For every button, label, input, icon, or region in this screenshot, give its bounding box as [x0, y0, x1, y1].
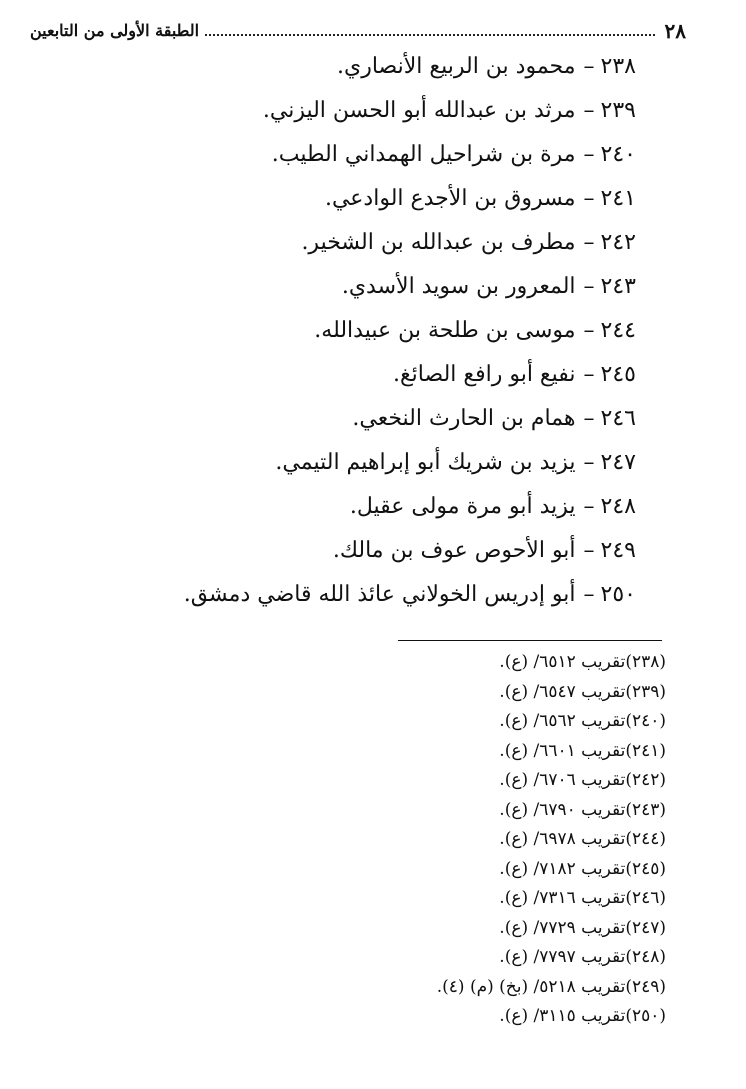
footnotes-list: [346, 648, 666, 1032]
list-item: [76, 309, 636, 353]
entry-name: يزيد بن شريك أبو إبراهيم التيمي.: [275, 450, 576, 475]
entry-number: ٢٤٩: [600, 538, 636, 563]
entry-name: موسى بن طلحة بن عبيدالله.: [314, 318, 576, 343]
page-number: ٢٨: [664, 19, 686, 43]
entry-name: مرة بن شراحيل الهمداني الطيب.: [271, 142, 576, 167]
entry-name: المعرور بن سويد الأسدي.: [341, 274, 576, 299]
entry-number: ٢٤٣: [600, 274, 636, 299]
entry-number: ٢٤٦: [600, 406, 636, 431]
entry-dash: –: [583, 450, 595, 475]
entry-dash: –: [583, 362, 595, 387]
entry-number: ٢٥٠: [600, 582, 636, 607]
entry-name: مطرف بن عبدالله بن الشخير.: [301, 230, 576, 255]
entry-number: ٢٤٠: [600, 142, 636, 167]
entry-dash: –: [583, 494, 595, 519]
list-item: [76, 45, 636, 89]
entry-dash: –: [583, 582, 595, 607]
header-dotted-leader: [205, 34, 654, 36]
entries-list: [76, 45, 636, 617]
entry-dash: –: [583, 318, 595, 343]
entry-name: أبو الأحوص عوف بن مالك.: [332, 538, 576, 563]
list-item: [76, 353, 636, 397]
list-item: [76, 441, 636, 485]
list-item: [76, 485, 636, 529]
entry-dash: –: [583, 186, 595, 211]
list-item: [76, 265, 636, 309]
entry-dash: –: [583, 54, 595, 79]
entry-number: ٢٤١: [600, 186, 636, 211]
footnote: (٢٤٢)تقريب ٦٧٠٦/ (ع).: [499, 770, 666, 790]
list-item: [76, 397, 636, 441]
list-item: [76, 573, 636, 617]
footnote: (٢٤٧)تقريب ٧٧٢٩/ (ع).: [499, 917, 666, 938]
list-item: [76, 133, 636, 177]
entry-number: ٢٤٨: [600, 494, 636, 519]
entry-number: ٢٤٤: [600, 318, 636, 343]
entry-name: همام بن الحارث النخعي.: [352, 406, 576, 431]
footnote: (٢٣٨)تقريب ٦٥١٢/ (ع).: [499, 652, 666, 672]
footnote: (٢٤٩)تقريب ٥٢١٨/ (بخ) (م) (٤).: [436, 976, 666, 997]
footnote: (٢٤٨)تقريب ٧٧٩٧/ (ع).: [499, 947, 666, 967]
entry-name: أبو إدريس الخولاني عائذ الله قاضي دمشق.: [183, 582, 576, 607]
entry-number: ٢٤٥: [600, 362, 636, 387]
entry-dash: –: [583, 98, 595, 123]
entry-name: نفيع أبو رافع الصائغ.: [392, 362, 576, 387]
running-header: [30, 12, 686, 44]
footnote: (٢٤٥)تقريب ٧١٨٢/ (ع).: [499, 858, 666, 879]
list-item: [76, 529, 636, 573]
entry-dash: –: [583, 142, 595, 167]
footnote: (٢٤٠)تقريب ٦٥٦٢/ (ع).: [499, 711, 666, 731]
entry-number: ٢٣٨: [600, 54, 636, 79]
entry-name: مرثد بن عبدالله أبو الحسن اليزني.: [262, 98, 576, 123]
entry-dash: –: [583, 406, 595, 431]
entry-dash: –: [583, 538, 595, 563]
entry-dash: –: [583, 230, 595, 255]
footnote: (٢٤١)تقريب ٦٦٠١/ (ع).: [499, 740, 666, 761]
footnote: (٢٥٠)تقريب ٣١١٥/ (ع).: [499, 1006, 666, 1026]
footnote: (٢٤٦)تقريب ٧٣١٦/ (ع).: [499, 888, 666, 908]
footnote: (٢٤٣)تقريب ٦٧٩٠/ (ع).: [499, 799, 666, 820]
list-item: [76, 177, 636, 221]
entry-dash: –: [583, 274, 595, 299]
footnote: (٢٣٩)تقريب ٦٥٤٧/ (ع).: [499, 681, 666, 702]
header-title: الطبقة الأولى من التابعين: [30, 21, 200, 40]
footnote: (٢٤٤)تقريب ٦٩٧٨/ (ع).: [499, 829, 666, 849]
entry-name: محمود بن الربيع الأنصاري.: [337, 54, 576, 79]
list-item: [76, 221, 636, 265]
list-item: [76, 89, 636, 133]
entry-number: ٢٣٩: [600, 98, 636, 123]
entry-name: يزيد أبو مرة مولى عقيل.: [349, 494, 576, 519]
entry-name: مسروق بن الأجدع الوادعي.: [324, 186, 576, 211]
footnote-separator: [398, 640, 662, 641]
entry-number: ٢٤٢: [600, 230, 636, 255]
entry-number: ٢٤٧: [600, 450, 636, 475]
